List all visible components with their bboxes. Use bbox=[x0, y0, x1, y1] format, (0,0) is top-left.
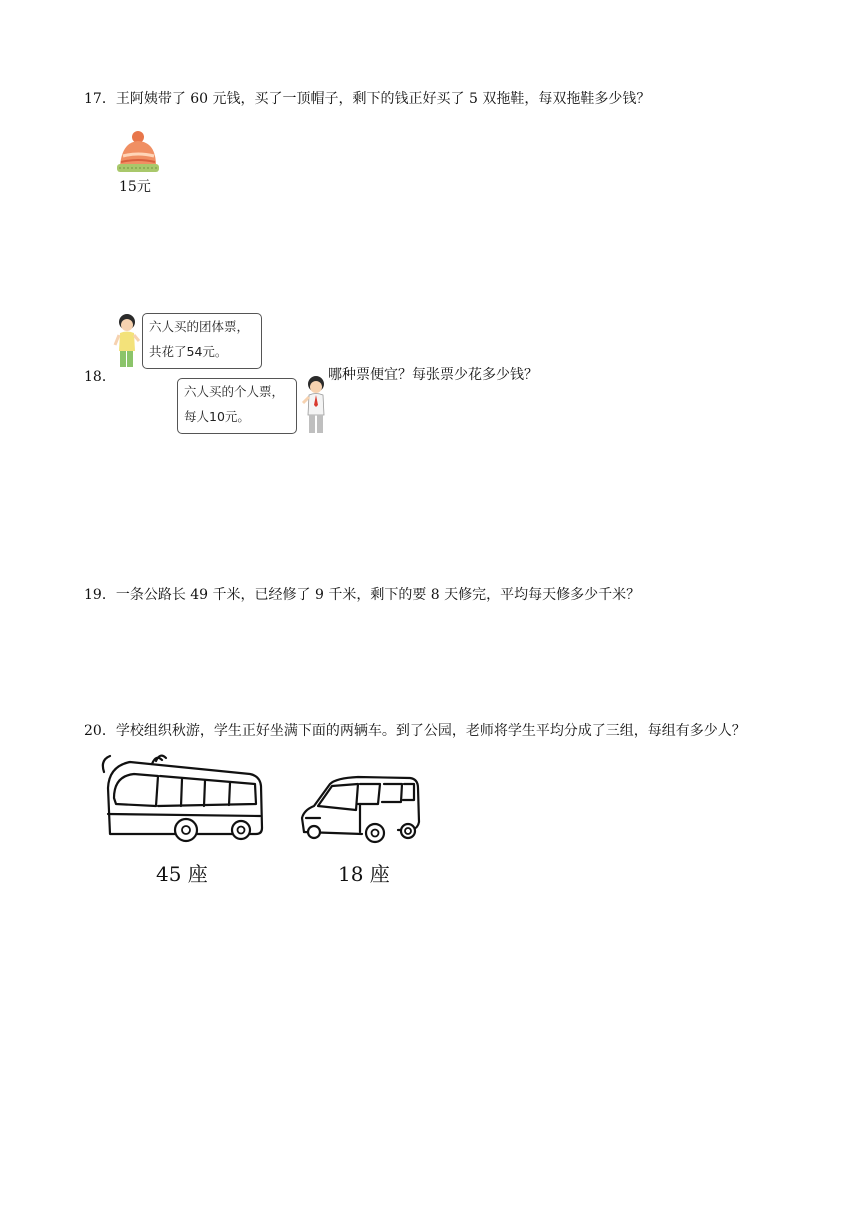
van-illustration bbox=[298, 774, 424, 886]
individual-ticket-line1: 六人买的个人票， bbox=[184, 384, 285, 399]
bus-seat-label: 45 座 bbox=[156, 862, 208, 886]
bus-icon bbox=[100, 752, 266, 846]
van-seat-label: 18 座 bbox=[338, 862, 390, 886]
boy-figure-left bbox=[112, 313, 146, 371]
group-ticket-line2: 共花了54元。 bbox=[149, 344, 228, 359]
question-19-text: 19．一条公路长 49 千米，已经修了 9 千米，剩下的要 8 天修完，平均每天修多少千米？ bbox=[84, 587, 641, 603]
individual-ticket-line2: 每人10元。 bbox=[184, 409, 250, 424]
individual-ticket-bubble bbox=[177, 378, 297, 434]
question-20-text: 20．学校组织秋游，学生正好坐满下面的两辆车。到了公园，老师将学生平均分成了三组，每组有多少人？ bbox=[84, 723, 746, 739]
bus-illustration bbox=[100, 752, 266, 884]
question-18-text: 哪种票便宜？每张票少花多少钱？ bbox=[328, 367, 538, 383]
hat-price-label: 15元 bbox=[119, 179, 151, 195]
boy-figure-right bbox=[300, 375, 332, 437]
boy-icon bbox=[112, 313, 146, 371]
van-icon bbox=[298, 774, 424, 846]
boy-icon bbox=[300, 375, 332, 437]
hat-illustration bbox=[110, 126, 170, 198]
group-ticket-line1: 六人买的团体票， bbox=[149, 319, 250, 334]
question-18-number: 18． bbox=[84, 369, 116, 385]
question-17-text: 17．王阿姨带了 60 元钱，买了一顶帽子，剩下的钱正好买了 5 双拖鞋，每双拖鞋多少钱？ bbox=[84, 91, 651, 107]
group-ticket-bubble bbox=[142, 313, 262, 369]
